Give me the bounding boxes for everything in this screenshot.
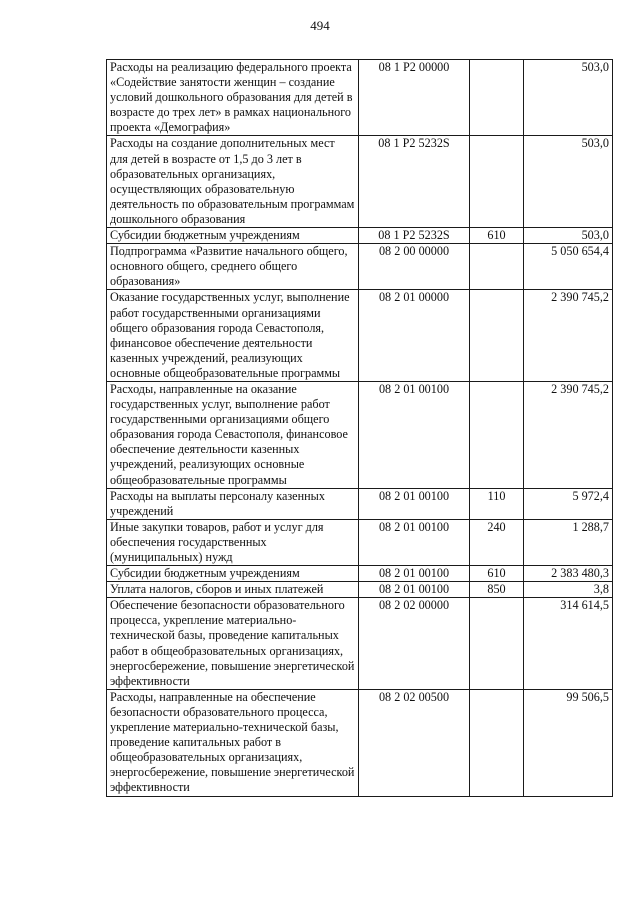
target-code-cell: 08 2 01 00100 [359, 582, 470, 598]
target-code-cell: 08 2 02 00500 [359, 689, 470, 796]
expense-type-cell [470, 290, 524, 382]
table-row [107, 689, 613, 796]
table-row [107, 519, 613, 565]
amount-cell: 503,0 [524, 136, 613, 228]
target-code-cell: 08 2 01 00100 [359, 488, 470, 519]
expense-type-cell: 110 [470, 488, 524, 519]
expense-type-cell [470, 244, 524, 290]
table-row [107, 244, 613, 290]
expense-type-cell: 240 [470, 519, 524, 565]
budget-table [106, 59, 613, 797]
table-row [107, 228, 613, 244]
table-row [107, 290, 613, 382]
table-row [107, 488, 613, 519]
expense-type-cell: 610 [470, 566, 524, 582]
table-row [107, 381, 613, 488]
expense-type-cell [470, 60, 524, 136]
expense-type-cell: 610 [470, 228, 524, 244]
expense-name-cell: Субсидии бюджетным учреждениям [107, 228, 359, 244]
expense-name-cell: Субсидии бюджетным учреждениям [107, 566, 359, 582]
expense-name-cell: Расходы на выплаты персоналу казенных учреждений [107, 488, 359, 519]
target-code-cell: 08 2 02 00000 [359, 598, 470, 690]
amount-cell: 314 614,5 [524, 598, 613, 690]
table-row [107, 566, 613, 582]
expense-name-cell: Расходы, направленные на обеспечение безопасности образовательного процесса, укрепление материально-технической базы, проведение капитальных работ в общеобразовательных организациях, энергосбережение, повышение энергетической эффективности [107, 689, 359, 796]
amount-cell: 503,0 [524, 60, 613, 136]
expense-type-cell [470, 598, 524, 690]
table-row [107, 598, 613, 690]
expense-type-cell [470, 381, 524, 488]
target-code-cell: 08 2 01 00100 [359, 381, 470, 488]
expense-name-cell: Расходы на реализацию федерального проекта «Содействие занятости женщин – создание условий дошкольного образования для детей в возрасте до трех лет» в рамках национального проекта «Демография» [107, 60, 359, 136]
target-code-cell: 08 2 01 00000 [359, 290, 470, 382]
target-code-cell: 08 2 00 00000 [359, 244, 470, 290]
target-code-cell: 08 1 Р2 5232S [359, 136, 470, 228]
table-row [107, 60, 613, 136]
expense-name-cell: Обеспечение безопасности образовательного процесса, укрепление материально-технической базы, проведение капитальных работ в общеобразовательных организациях, энергосбережение, повышение энергетической эффективности [107, 598, 359, 690]
expense-type-cell [470, 689, 524, 796]
amount-cell: 99 506,5 [524, 689, 613, 796]
expense-type-cell [470, 136, 524, 228]
table-row [107, 136, 613, 228]
expense-name-cell: Расходы, направленные на оказание государственных услуг, выполнение работ государственными организациями общего образования города Севастополя, финансовое обеспечение деятельности казенных учреждений, реализующих основные общеобразовательные программы [107, 381, 359, 488]
target-code-cell: 08 1 Р2 00000 [359, 60, 470, 136]
target-code-cell: 08 2 01 00100 [359, 519, 470, 565]
amount-cell: 2 390 745,2 [524, 290, 613, 382]
amount-cell: 2 390 745,2 [524, 381, 613, 488]
table-row [107, 582, 613, 598]
amount-cell: 5 050 654,4 [524, 244, 613, 290]
amount-cell: 5 972,4 [524, 488, 613, 519]
expense-name-cell: Подпрограмма «Развитие начального общего, основного общего, среднего общего образования» [107, 244, 359, 290]
target-code-cell: 08 2 01 00100 [359, 566, 470, 582]
expense-name-cell: Оказание государственных услуг, выполнение работ государственными организациями общего образования города Севастополя, финансовое обеспечение деятельности казенных учреждений, реализующих основные общеобразовательные программы [107, 290, 359, 382]
amount-cell: 1 288,7 [524, 519, 613, 565]
target-code-cell: 08 1 Р2 5232S [359, 228, 470, 244]
page-number: 494 [310, 18, 330, 33]
amount-cell: 3,8 [524, 582, 613, 598]
expense-name-cell: Расходы на создание дополнительных мест для детей в возрасте от 1,5 до 3 лет в образовательных организациях, осуществляющих образовательную деятельность по образовательным программам дошкольного образования [107, 136, 359, 228]
expense-type-cell: 850 [470, 582, 524, 598]
amount-cell: 503,0 [524, 228, 613, 244]
expense-name-cell: Иные закупки товаров, работ и услуг для обеспечения государственных (муниципальных) нужд [107, 519, 359, 565]
amount-cell: 2 383 480,3 [524, 566, 613, 582]
expense-name-cell: Уплата налогов, сборов и иных платежей [107, 582, 359, 598]
